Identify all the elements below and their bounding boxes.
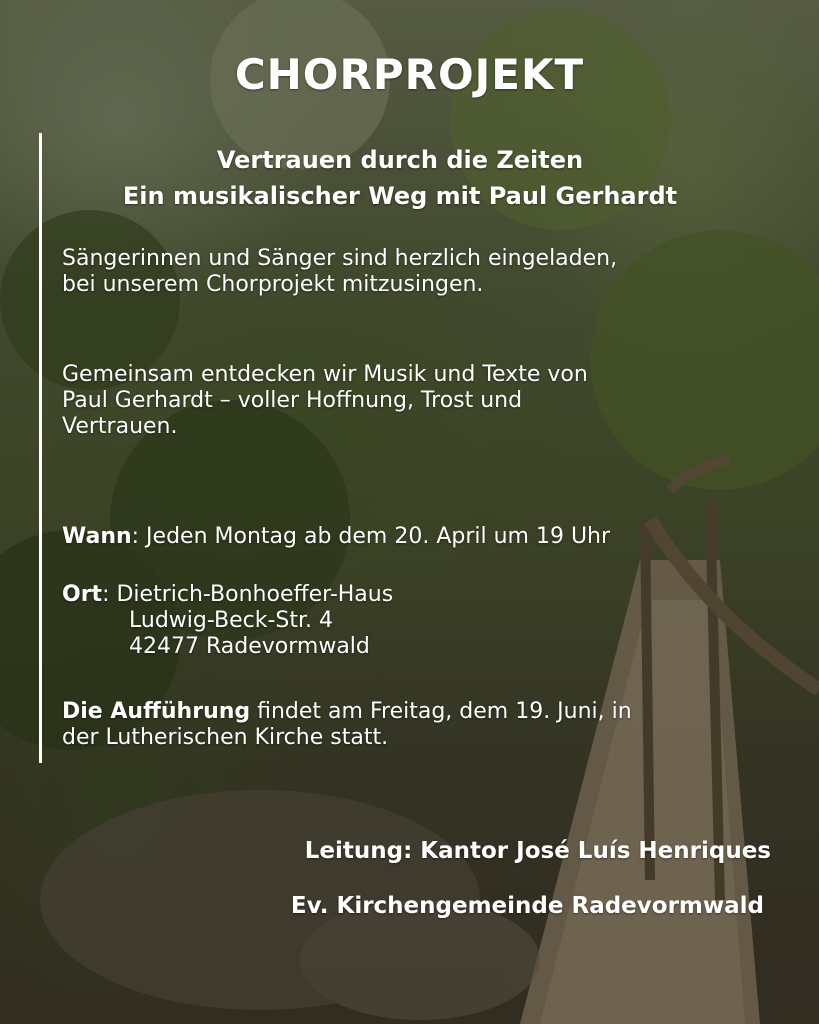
invitation-line-1: Sängerinnen und Sänger sind herzlich eingeladen, bbox=[62, 246, 618, 271]
poster-title: CHORPROJEKT bbox=[234, 50, 585, 99]
performance-text: findet am Freitag, dem 19. Juni, in bbox=[250, 699, 632, 724]
place-city: 42477 Radevormwald bbox=[129, 634, 370, 659]
performance-label: Die Aufführung bbox=[62, 699, 251, 724]
invitation-line-2: bei unserem Chorprojekt mitzusingen. bbox=[62, 272, 484, 297]
performance-info bbox=[62, 699, 782, 751]
place-street: Ludwig-Beck-Str. 4 bbox=[129, 608, 334, 633]
description-paragraph bbox=[62, 362, 782, 440]
description-line-2: Paul Gerhardt – voller Hoffnung, Trost und bbox=[62, 388, 523, 413]
description-line-3: Vertrauen. bbox=[62, 414, 178, 439]
place-label: Ort bbox=[62, 582, 103, 607]
subtitle-line-2: Ein musikalischer Weg mit Paul Gerhardt bbox=[122, 182, 678, 210]
description-line-1: Gemeinsam entdecken wir Musik und Texte von bbox=[62, 362, 588, 387]
place-name: : Dietrich-Bonhoeffer-Haus bbox=[102, 582, 394, 607]
when-label: Wann bbox=[62, 524, 132, 549]
accent-divider-line bbox=[39, 133, 42, 763]
organization-credit: Ev. Kirchengemeinde Radevormwald bbox=[290, 893, 764, 919]
when-info bbox=[62, 524, 782, 550]
when-text: : Jeden Montag ab dem 20. April um 19 Uhr bbox=[131, 524, 611, 549]
subtitle-line-1: Vertrauen durch die Zeiten bbox=[216, 146, 584, 174]
performance-location: der Lutherischen Kirche statt. bbox=[62, 725, 389, 750]
leader-credit: Leitung: Kantor José Luís Henriques bbox=[304, 838, 771, 864]
invitation-paragraph bbox=[62, 246, 782, 298]
place-info bbox=[62, 582, 782, 660]
